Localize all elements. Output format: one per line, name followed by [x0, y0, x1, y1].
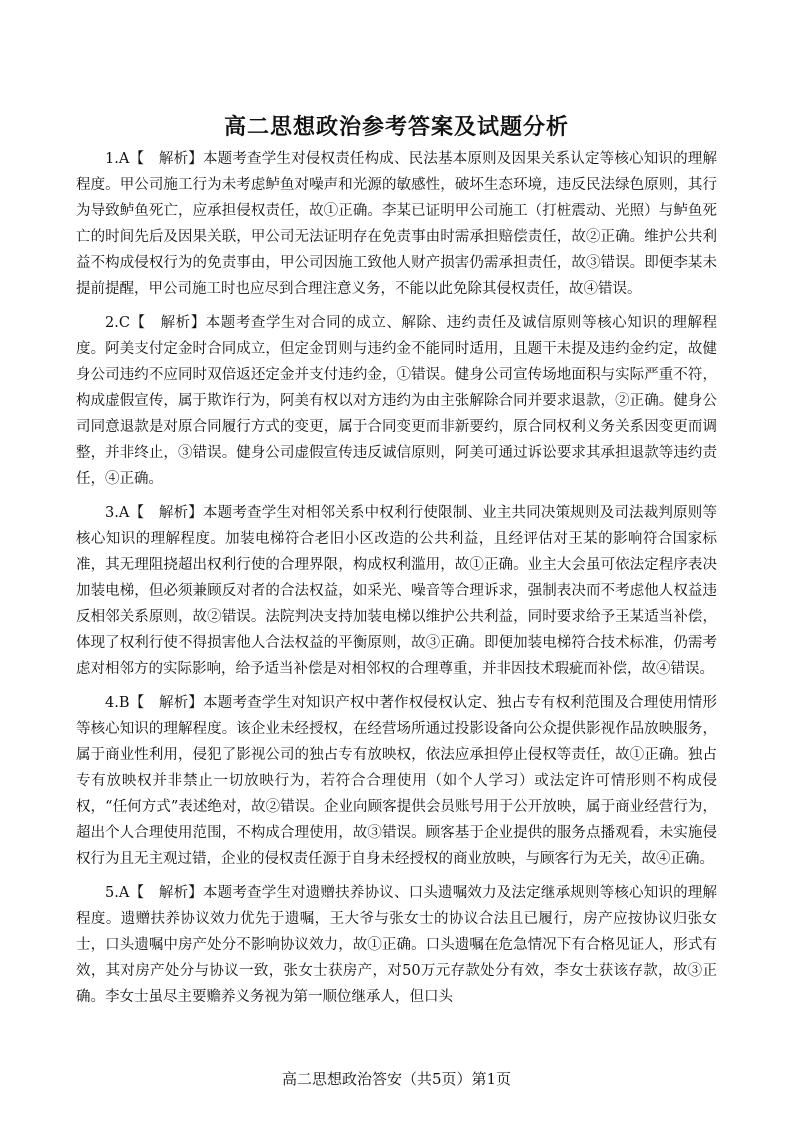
- page-footer: 高二思想政治答安（共5页）第1页: [281, 1070, 512, 1088]
- page-title: 高二思想政治参考答案及试题分析: [223, 115, 569, 140]
- answer-paragraph-4: 4.B【 解析】本题考查学生对知识产权中著作权侵权认定、独占专有权利范围及合理使用情形等核心知识的理解程度。该企业未经授权，在经营场所通过投影设备向公众提供影视作品放映服务，属于商业性利用，侵犯了影视公司的独占专有放映权，依法应承担停止侵权等责任，故①正确。独占专有放映权并非禁止一切放映行为，若符合合理使用（如个人学习）或法定许可情形则不构成侵权，“任何方式”表述绝对，故②错误。企业向顾客提供会员账号用于公开放映，属于商业经营行为，超出个人合理使用范围，不构成合理使用，故③错误。顾客基于企业提供的服务点播观看，未实施侵权行为且无主观过错，企业的侵权责任源于自身未经授权的商业放映，与顾客行为无关，故④正确。: [76, 695, 717, 867]
- answer-paragraph-1: 1.A【 解析】本题考查学生对侵权责任构成、民法基本原则及因果关系认定等核心知识的理解程度。甲公司施工行为未考虑鲈鱼对噪声和光源的敏感性，破坏生态环境，违反民法绿色原则，其行为导致鲈鱼死亡，应承担侵权责任，故①正确。李某已证明甲公司施工（打桩震动、光照）与鲈鱼死亡的时间先后及因果关联，甲公司无法证明存在免责事由时需承担赔偿责任，故②正确。维护公共利益不构成侵权行为的免责事由，甲公司因施工致他人财产损害仍需承担责任，故③错误。即便李某未提前提醒，甲公司施工时也应尽到合理注意义务，不能以此免除其侵权责任，故④错误。: [76, 151, 717, 297]
- answer-paragraph-3: 3.A【 解析】本题考查学生对相邻关系中权利行使限制、业主共同决策规则及司法裁判原则等核心知识的理解程度。加装电梯符合老旧小区改造的公共利益，且经评估对王某的影响符合国家标准，其无理阻挠超出权利行使的合理界限，构成权利滥用，故①正确。业主大会虽可依法定程序表决加装电梯，但必须兼顾反对者的合法权益，如采光、噪音等合理诉求，强制表决而不考虑他人权益违反相邻关系原则，故②错误。法院判决支持加装电梯以维护公共利益，同时要求给予王某适当补偿，体现了权利行使不得损害他人合法权益的平衡原则，故③正确。即便加装电梯符合技术标准，仍需考虑对相邻方的实际影响，给予适当补偿是对相邻权的合理尊重，并非因技术瑕疵而补偿，故④错误。: [76, 505, 717, 677]
- answer-paragraph-2: 2.C【 解析】本题考查学生对合同的成立、解除、违约责任及诚信原则等核心知识的理解程度。阿美支付定金时合同成立，但定金罚则与违约金不能同时适用，且题干未提及违约金约定，故健身公司违约不应同时双倍返还定金并支付违约金，①错误。健身公司宣传场地面积与实际严重不符，构成虚假宣传，属于欺诈行为，阿美有权以对方违约为由主张解除合同并要求退款，②正确。健身公司同意退款是对原合同履行方式的变更，属于合同变更而非新要约，原合同权利义务关系因变更而调整，并非终止，③错误。健身公司虚假宣传违反诚信原则，阿美可通过诉讼要求其承担退款等违约责任，④正确。: [76, 315, 717, 487]
- answer-paragraph-5: 5.A【 解析】本题考查学生对遗赠扶养协议、口头遗嘱效力及法定继承规则等核心知识的理解程度。遗赠扶养协议效力优先于遗嘱，王大爷与张女士的协议合法且已履行，房产应按协议归张女士，口头遗嘱中房产处分不影响协议效力，故①正确。口头遗嘱在危急情况下有合格见证人，形式有效，其对房产处分与协议一致，张女士获房产，对50万元存款处分有效，李女士获该存款，故③正确。李女士虽尽主要赡养义务视为第一顺位继承人，但口头: [76, 885, 717, 1005]
- answer-body: [76, 146, 717, 1018]
